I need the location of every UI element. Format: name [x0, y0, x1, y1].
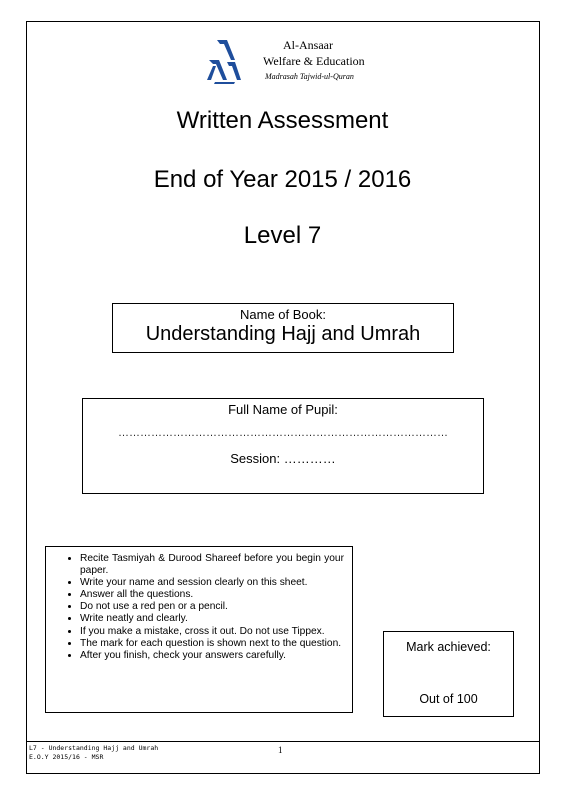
pupil-name-box: [82, 398, 484, 494]
instruction-item: • After you finish, check your answers carefully.: [80, 650, 344, 662]
book-name-box: [112, 303, 454, 353]
year-title: End of Year 2015 / 2016: [153, 166, 412, 193]
footer-code: E.O.Y 2015/16 - MSR: [29, 753, 104, 761]
assessment-title: Written Assessment: [176, 107, 389, 134]
instruction-item: • The mark for each question is shown next to the question.: [80, 638, 344, 650]
mark-out-of: Out of 100: [419, 692, 478, 706]
book-label: Name of Book:: [240, 307, 326, 322]
instruction-item: • Write neatly and clearly.: [80, 613, 344, 625]
session-field[interactable]: Session: …………: [230, 451, 336, 466]
pupil-name-label: Full Name of Pupil:: [228, 402, 338, 417]
instruction-item: • Do not use a red pen or a pencil.: [80, 601, 344, 613]
instructions-box: [45, 546, 353, 713]
pupil-name-field[interactable]: ………………………………………………………………………………: [118, 427, 448, 439]
logo-subtitle: Welfare & Education: [263, 54, 365, 68]
page-number: 1: [278, 745, 283, 755]
instruction-item: • Answer all the questions.: [80, 589, 344, 601]
mark-achieved-box: [383, 631, 514, 717]
footer-info: [29, 744, 158, 762]
instruction-item: • Recite Tasmiyah & Durood Shareef before you begin your paper.: [80, 553, 344, 577]
level-title: Level 7: [243, 222, 322, 249]
school-logo: [205, 38, 370, 98]
footer-divider: [26, 741, 540, 742]
footer-course: L7 - Understanding Hajj and Umrah: [29, 744, 159, 752]
al-ansaar-logo-icon: [205, 38, 243, 84]
logo-title: Al-Ansaar: [283, 38, 333, 52]
book-title: Understanding Hajj and Umrah: [145, 323, 421, 345]
instruction-item: • Write your name and session clearly on this sheet.: [80, 577, 344, 589]
instruction-item: • If you make a mistake, cross it out. Do not use Tippex.: [80, 626, 344, 638]
logo-tagline: Madrasah Tajwid-ul-Quran: [265, 72, 354, 81]
mark-achieved-label: Mark achieved:: [406, 640, 491, 654]
instructions-list: [52, 553, 344, 662]
